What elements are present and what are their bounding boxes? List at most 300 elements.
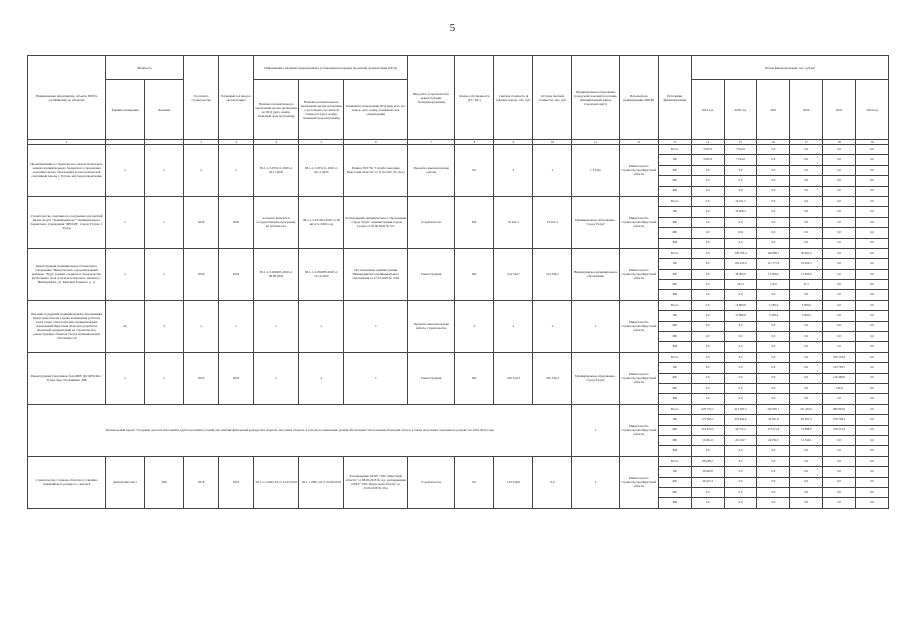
funding-value-cell: 0,0	[856, 269, 889, 279]
funding-value-cell: 0,0	[724, 165, 757, 175]
col-number: 8	[455, 140, 494, 145]
funding-value-cell: 0,0	[724, 477, 757, 487]
header-funding-source: Источники финансирования	[658, 56, 691, 140]
table-row	[28, 196, 889, 206]
funding-value-cell: 0,0	[790, 456, 823, 466]
funding-source-cell: ОБ	[658, 415, 691, 425]
funding-value-cell: 19 900,3	[724, 207, 757, 217]
remain-cell: 230 334,3	[533, 352, 572, 404]
funding-value-cell: 0,0	[856, 425, 889, 435]
funding-value-cell: 3 000,0	[790, 300, 823, 310]
ownership-cell: МС	[455, 352, 494, 404]
funding-source-cell: Всего	[658, 300, 691, 310]
header-name: Наименование мероприятия, объекта, ПИР и расшифровка по объектам	[28, 56, 106, 140]
funding-value-cell: 0,0	[691, 332, 724, 342]
funding-value-cell: 314 615,2	[691, 425, 724, 435]
funding-source-cell: ФБ	[658, 269, 691, 279]
header-value: Значение	[145, 80, 184, 140]
funding-value-cell: 0,0	[724, 186, 757, 196]
funding-value-cell: 19 911,2	[724, 196, 757, 206]
funding-value-cell: 0,0	[856, 332, 889, 342]
funding-value-cell: 0,0	[823, 248, 856, 258]
value-cell: 200	[145, 456, 184, 508]
ownership-cell: х	[455, 300, 494, 352]
end-year-cell: 2023	[219, 352, 254, 404]
funding-value-cell: 0,0	[856, 321, 889, 331]
ownership-cell: МС	[455, 248, 494, 300]
funding-source-cell: ФБ	[658, 321, 691, 331]
funding-value-cell: 0,0	[790, 321, 823, 331]
funding-value-cell: 0,0	[790, 196, 823, 206]
funding-value-cell: 0,0	[691, 446, 724, 456]
start-year-cell: 2020	[184, 196, 219, 248]
col-number: 5	[299, 140, 344, 145]
end-year-cell: 2020	[219, 196, 254, 248]
object-name: Строительство спортивного сооружения для занятий видом спорта "Хоккейный корт" муниципального бюджетного учреждения "ДЮСШ", города Тулуна, г. Тулун	[28, 196, 106, 248]
funding-value-cell: 0,0	[856, 186, 889, 196]
funding-value-cell: 0,0	[856, 342, 889, 352]
funding-value-cell: 0,0	[691, 207, 724, 217]
unit-cell: х	[106, 145, 145, 197]
expertise-cell: х	[299, 300, 344, 352]
funding-value-cell: 20 129,7	[724, 435, 757, 445]
funding-value-cell: 0,0	[691, 311, 724, 321]
funding-value-cell: 0,0	[724, 342, 757, 352]
funding-value-cell: 0,0	[724, 383, 757, 393]
funding-value-cell: 0,0	[790, 383, 823, 393]
funding-value-cell: 0,0	[790, 352, 823, 362]
mo-cell: Муниципальное образование - "город Тулун"	[572, 196, 619, 248]
investment-table	[27, 55, 889, 509]
funding-source-cell: ФБ	[658, 373, 691, 383]
funding-value-cell: 124,6	[823, 383, 856, 393]
funding-source-cell: Всего	[658, 145, 691, 155]
table-body	[28, 145, 889, 509]
object-name: Реконструкция муниципального бюджетного учреждения "Физкультурно-оздоровительный комплекс "Труд" (здание стадиона и строительство футбольного поля и легкоатлетического манежа), г. Нижнеудинск, ул. Максима Горького, д. 1)	[28, 248, 106, 300]
regional-project-name: Региональный проект "Создание для всех категорий и групп населения условий для занятий физической культурой и спортом, массовым спортом, в том числе повышение уровня обеспеченности населения объектами спорта, а также подготовка спортивного резерва" на 2019-2024 годы	[28, 404, 572, 456]
funding-value-cell: 0,0	[856, 248, 889, 258]
funding-value-cell: 0,0	[691, 217, 724, 227]
funding-value-cell: 122 783,7	[823, 363, 856, 373]
value-cell: х	[145, 352, 184, 404]
col-number: 15	[724, 140, 757, 145]
ownership-cell: МС	[455, 196, 494, 248]
funding-value-cell: 0,0	[790, 446, 823, 456]
funding-value-cell: 0,0	[790, 165, 823, 175]
cost-cell: 130 239,9	[494, 456, 533, 508]
ownership-cell: ОС	[455, 145, 494, 197]
funding-value-cell: 0,0	[790, 342, 823, 352]
funding-value-cell: 0,0	[724, 217, 757, 227]
funding-value-cell: 0,0	[856, 487, 889, 497]
funding-value-cell: 36 961,2	[790, 248, 823, 258]
funding-source-cell: ВИ	[658, 186, 691, 196]
funding-value-cell: 0,0	[823, 238, 856, 248]
funding-value-cell: 0,0	[691, 394, 724, 404]
funding-value-cell: 0,0	[823, 217, 856, 227]
header-year: 2019 год	[691, 80, 724, 140]
funding-value-cell: 0,0	[856, 280, 889, 290]
remain-cell: х	[533, 145, 572, 197]
funding-value-cell: 0,0	[757, 207, 790, 217]
table-row	[28, 248, 889, 258]
funding-source-cell: МБ	[658, 228, 691, 238]
header-executor: Исполнитель (наименование ИОГВ)	[619, 56, 658, 140]
approval-cell: Постановление администрации Нижнеудинского муниципального образования от 27.10.2020 № 1603	[344, 248, 408, 300]
funding-value-cell: 0,0	[790, 207, 823, 217]
funding-value-cell: 0,0	[790, 477, 823, 487]
funding-source-cell: МБ	[658, 435, 691, 445]
table-row	[28, 300, 889, 310]
cost-cell: х	[494, 300, 533, 352]
funding-value-cell: 0,0	[856, 207, 889, 217]
funding-source-cell: Всего	[658, 456, 691, 466]
funding-value-cell: 0,0	[724, 446, 757, 456]
header-start-year: Год начала строительства	[184, 56, 219, 140]
funding-value-cell: 0,0	[691, 352, 724, 362]
funding-value-cell: 0,0	[790, 155, 823, 165]
col-number: 1	[28, 140, 106, 145]
funding-value-cell: 0,0	[757, 363, 790, 373]
funding-value-cell: 0,0	[691, 196, 724, 206]
funding-source-cell: ФБ	[658, 425, 691, 435]
work-type-cell: Реконструкция	[408, 352, 455, 404]
funding-source-cell: Всего	[658, 352, 691, 362]
funding-value-cell: 0,0	[757, 487, 790, 497]
ownership-cell: ОС	[455, 456, 494, 508]
funding-source-cell: МБ	[658, 487, 691, 497]
expertise-cell: не вошел включен в государственную программу, не требовалось	[254, 196, 299, 248]
funding-value-cell: 175 825,1	[691, 415, 724, 425]
funding-value-cell: 0,0	[757, 165, 790, 175]
header-pir-gov: Наличие положительного заключения органа экспертизы на ПСД (дата, номер, плановый срок получения)	[254, 80, 299, 140]
unit-cell: зрительских мест	[106, 456, 145, 508]
approval-cell: Распоряжение муниципального образования - "город Тулун" администрации города Тулуна от 02.06.2020 № 372	[344, 196, 408, 248]
funding-value-cell: 0,0	[757, 332, 790, 342]
funding-value-cell: 0,0	[823, 435, 856, 445]
funding-value-cell: 0,0	[856, 145, 889, 155]
funding-value-cell: 0,0	[757, 394, 790, 404]
funding-value-cell: 0,0	[757, 238, 790, 248]
funding-value-cell: 0,0	[757, 373, 790, 383]
end-year-cell: 2022	[219, 248, 254, 300]
funding-value-cell: 0,0	[823, 498, 856, 508]
funding-source-cell: ФБ	[658, 217, 691, 227]
funding-source-cell: ОБ	[658, 467, 691, 477]
funding-value-cell: 102,3	[724, 280, 757, 290]
expertise-cell: х	[254, 300, 299, 352]
funding-value-cell: 0,0	[790, 217, 823, 227]
table-row	[28, 456, 889, 466]
funding-value-cell: 0,0	[856, 352, 889, 362]
object-name: Проектирование и строительство легкоатлетического манежа муниципального бюджетного учреждения дополнительного образования детско-юношеской спортивной школы г. Тулуна, вид берегоукрепление	[28, 145, 106, 197]
expertise-cell: х	[254, 352, 299, 404]
end-year-cell: х	[219, 300, 254, 352]
funding-value-cell: 0,0	[790, 467, 823, 477]
funding-value-cell: 0,0	[823, 186, 856, 196]
funding-value-cell: 0,0	[790, 487, 823, 497]
funding-value-cell: 0,0	[856, 176, 889, 186]
funding-value-cell: 0,0	[790, 145, 823, 155]
funding-value-cell: 0,0	[691, 342, 724, 352]
funding-value-cell: 806 825,9	[823, 404, 856, 414]
header-pir-gov2: Наличие положительного заключения органа экспертизы о достоверности сметной стоимости (дата, номер, плановый срок получения)	[299, 80, 344, 140]
work-type-cell: Проектно-изыскательские работы, строительство	[408, 300, 455, 352]
funding-value-cell: 0,0	[724, 467, 757, 477]
object-name: Реконструкция Спортивная база МБУ ДО ДЮСШ, г. Тулун, мкр. Угольщиков, 42В	[28, 352, 106, 404]
funding-value-cell: 0,0	[856, 165, 889, 175]
funding-value-cell: 0,0	[790, 332, 823, 342]
funding-value-cell: 0,0	[856, 446, 889, 456]
object-name: Строительство стадиона областного училища Олимпийского резерва в г. Ангарск	[28, 456, 106, 508]
expertise-cell: 38-1-1-3-055211-2020 от 02.11.2020	[299, 145, 344, 197]
col-number: 6	[344, 140, 408, 145]
funding-source-cell: Всего	[658, 196, 691, 206]
funding-value-cell: 49 417,4	[691, 477, 724, 487]
funding-value-cell: 13 860,8	[724, 300, 757, 310]
funding-value-cell: 0,0	[856, 259, 889, 269]
expertise-cell: 38-1-1-3-060605-2020 от 09.09.2020	[254, 248, 299, 300]
funding-value-cell: 0,0	[724, 176, 757, 186]
col-number: 7	[408, 140, 455, 145]
funding-value-cell: 0,0	[691, 383, 724, 393]
funding-value-cell: 59 771,2	[724, 425, 757, 435]
funding-value-cell: 0,0	[691, 321, 724, 331]
funding-source-cell: ВИ	[658, 342, 691, 352]
funding-value-cell: 0,0	[757, 446, 790, 456]
object-name: Оказание поддержки муниципальным образованиям Иркутской области в целях возмещения (уплаты) части затрат самостоятельно муниципальных образований Иркутской области в разработке проектной документации на строительство, реконструкцию объектов спорта муниципальной собственности	[28, 300, 106, 352]
funding-value-cell: 0,0	[823, 342, 856, 352]
funding-source-cell: ВИ	[658, 498, 691, 508]
header-work-type: Вид работ (строительство, реконструкция, техперевооружение)	[408, 56, 455, 140]
funding-value-cell: 7 814,0	[724, 145, 757, 155]
funding-value-cell: 0,0	[790, 186, 823, 196]
funding-value-cell: 0,0	[856, 467, 889, 477]
funding-value-cell: 0,0	[856, 363, 889, 373]
funding-value-cell: 0,0	[691, 228, 724, 238]
funding-value-cell: 0,0	[724, 498, 757, 508]
funding-value-cell: 0,0	[691, 498, 724, 508]
funding-value-cell: 0,0	[691, 280, 724, 290]
funding-value-cell: 0,0	[691, 259, 724, 269]
funding-value-cell: 3 607,0	[691, 155, 724, 165]
expertise-cell: х	[299, 352, 344, 404]
funding-value-cell: 0,0	[724, 321, 757, 331]
expertise-cell: 38-1-1-3-055211-2020 от 02.11.2020	[254, 145, 299, 197]
funding-value-cell: 0,0	[856, 311, 889, 321]
funding-value-cell: 0,0	[856, 456, 889, 466]
funding-value-cell: 0,0	[856, 228, 889, 238]
funding-value-cell: 0,0	[856, 155, 889, 165]
funding-value-cell: 0,0	[790, 394, 823, 404]
page-number: 5	[449, 22, 456, 34]
col-number: 14	[691, 140, 724, 145]
col-number: 4	[254, 140, 299, 145]
approval-cell: Приказ ГКУ На "Служба заказчика Иркутской области" от 11.02.2021 № 19-од	[344, 145, 408, 197]
funding-value-cell: 0,0	[823, 228, 856, 238]
mo-cell: Муниципальное образование - "город Тулун"	[572, 352, 619, 404]
funding-value-cell: 5 238,4	[757, 300, 790, 310]
funding-source-cell: ВИ	[658, 446, 691, 456]
funding-value-cell: 126 890,1	[757, 248, 790, 258]
funding-value-cell: 0,0	[856, 196, 889, 206]
executor-cell: Министерство строительства Иркутской области	[619, 300, 658, 352]
funding-value-cell: 0,0	[691, 300, 724, 310]
expertise-cell: 38-1-1-3-0042-18 от 23.05.2018	[254, 456, 299, 508]
funding-source-cell: МБ	[658, 176, 691, 186]
funding-value-cell: 0,0	[823, 196, 856, 206]
mo-cell: Нижнеудинское муниципальное образование	[572, 248, 619, 300]
funding-value-cell: 0,0	[724, 373, 757, 383]
header-year: 2023	[823, 80, 856, 140]
funding-value-cell: 111 777,2	[757, 259, 790, 269]
col-number: 13	[658, 140, 691, 145]
remain-cell: х	[533, 300, 572, 352]
start-year-cell: 2023	[184, 352, 219, 404]
mo-cell: х	[572, 456, 619, 508]
funding-value-cell: 0,0	[757, 217, 790, 227]
funding-value-cell: 0,0	[691, 487, 724, 497]
value-cell: х	[145, 145, 184, 197]
work-type-cell: Проектно-изыскательские работы	[408, 145, 455, 197]
funding-source-cell: ФБ	[658, 165, 691, 175]
funding-value-cell: 0,0	[823, 269, 856, 279]
funding-value-cell: 0,0	[856, 415, 889, 425]
funding-source-cell: МБ	[658, 280, 691, 290]
funding-value-cell: 0,0	[724, 487, 757, 497]
header-end-year: Плановый год ввода в эксплуатацию	[219, 56, 254, 140]
funding-value-cell: 0,0	[823, 311, 856, 321]
funding-value-cell: 0,0	[724, 352, 757, 362]
funding-value-cell: 10,9	[724, 228, 757, 238]
funding-value-cell: 0,0	[823, 332, 856, 342]
funding-value-cell: 239 132,6	[823, 352, 856, 362]
executor-cell: Министерство строительства Иркутской области	[619, 196, 658, 248]
funding-value-cell: 51 346,1	[790, 435, 823, 445]
col-number: 2	[184, 140, 219, 145]
executor-cell: Министерство строительства Иркутской области	[619, 352, 658, 404]
cost-cell: х	[494, 145, 533, 197]
header-mo: Муниципальное образование (городской/сельский поселение, муниципальный район, городской округ)	[572, 56, 619, 140]
funding-source-cell: МБ	[658, 383, 691, 393]
funding-value-cell: 0,0	[823, 477, 856, 487]
header-cost-estimate: Сметная стоимость (в текущих ценах), тыс. руб.	[494, 56, 533, 140]
value-cell: 2	[145, 300, 184, 352]
funding-value-cell: 0,0	[790, 176, 823, 186]
funding-source-cell: ВИ	[658, 394, 691, 404]
col-number: 10	[533, 140, 572, 145]
funding-value-cell: 36 620,8	[691, 467, 724, 477]
funding-value-cell: 0,0	[823, 176, 856, 186]
funding-value-cell: 0,0	[691, 373, 724, 383]
funding-value-cell: 0,0	[856, 394, 889, 404]
executor-cell: Министерство строительства Иркутской области	[619, 145, 658, 197]
funding-value-cell: 112,9	[757, 280, 790, 290]
expertise-cell: 38-1-1-0081-18 от 22.06.2018	[299, 456, 344, 508]
funding-value-cell: 0,0	[724, 456, 757, 466]
start-year-cell: 2018	[184, 456, 219, 508]
work-type-cell: Строительство	[408, 196, 455, 248]
header-year: 2021	[757, 80, 790, 140]
funding-value-cell: 3 000,0	[790, 311, 823, 321]
funding-value-cell: 413 565,5	[724, 404, 757, 414]
mo-cell: х	[572, 404, 619, 456]
funding-value-cell: 211 316,5	[790, 404, 823, 414]
funding-value-cell: 0,0	[823, 446, 856, 456]
funding-value-cell: 0,0	[823, 259, 856, 269]
funding-source-cell: МБ	[658, 332, 691, 342]
funding-value-cell: 278 728,4	[823, 415, 856, 425]
funding-value-cell: 353 644,0	[724, 415, 757, 425]
funding-value-cell: 0,0	[757, 456, 790, 466]
funding-value-cell: 0,0	[823, 145, 856, 155]
unit-cell: х	[106, 196, 145, 248]
funding-value-cell: 86 038,2	[691, 456, 724, 466]
funding-value-cell: 0,0	[757, 498, 790, 508]
approval-cell: х	[344, 300, 408, 352]
funding-value-cell: 102 223,0	[724, 259, 757, 269]
funding-value-cell: 0,0	[757, 155, 790, 165]
work-type-cell: Реконструкция	[408, 248, 455, 300]
header-year: 2022	[790, 80, 823, 140]
header-year: 2020 год	[724, 80, 757, 140]
header-unit: Единица измерения	[106, 80, 145, 140]
funding-value-cell: 0,0	[856, 435, 889, 445]
unit-cell: х	[106, 352, 145, 404]
funding-value-cell: 0,0	[724, 238, 757, 248]
cost-cell: 230 334,3	[494, 352, 533, 404]
funding-value-cell: 0,0	[823, 300, 856, 310]
value-cell: х	[145, 196, 184, 248]
funding-source-cell: Всего	[658, 404, 691, 414]
mo-cell: г. Тулун	[572, 145, 619, 197]
funding-value-cell: 5 238,4	[757, 311, 790, 321]
funding-value-cell: 0,0	[823, 290, 856, 300]
col-number: 3	[219, 140, 254, 145]
funding-value-cell: 0,0	[823, 155, 856, 165]
funding-value-cell: 15 000,0	[790, 269, 823, 279]
funding-value-cell: 0,0	[823, 207, 856, 217]
funding-value-cell: 0,0	[790, 498, 823, 508]
funding-value-cell: 245 087,1	[757, 404, 790, 414]
header-funding-volume: Объем финансирования, тыс. рублей	[691, 56, 888, 80]
col-number: 11	[572, 140, 619, 145]
funding-value-cell: 0,0	[823, 487, 856, 497]
funding-value-cell: 0,0	[856, 238, 889, 248]
funding-source-cell: Всего	[658, 248, 691, 258]
funding-value-cell: 0,0	[790, 228, 823, 238]
funding-value-cell: 0,0	[823, 280, 856, 290]
start-year-cell: 2020	[184, 248, 219, 300]
col-number: 18	[823, 140, 856, 145]
funding-source-cell: ОБ	[658, 155, 691, 165]
approval-cell: х	[344, 352, 408, 404]
funding-value-cell: 0,0	[691, 176, 724, 186]
funding-value-cell: 0,0	[823, 394, 856, 404]
funding-value-cell: 7 814,0	[724, 155, 757, 165]
funding-value-cell: 0,0	[856, 217, 889, 227]
funding-value-cell: 0,0	[757, 290, 790, 300]
header-year: 2024 год	[856, 80, 889, 140]
table-row	[28, 145, 889, 155]
funding-value-cell: 0,0	[823, 467, 856, 477]
funding-value-cell: 149 795,4	[724, 248, 757, 258]
expertise-cell: 38-1-1-2-031504-2020 от 28 августа 2020 года	[299, 196, 344, 248]
funding-source-cell: ФБ	[658, 477, 691, 487]
funding-value-cell: 173 511,4	[757, 425, 790, 435]
funding-value-cell: 0,0	[724, 290, 757, 300]
remain-cell: 0,0	[533, 456, 572, 508]
